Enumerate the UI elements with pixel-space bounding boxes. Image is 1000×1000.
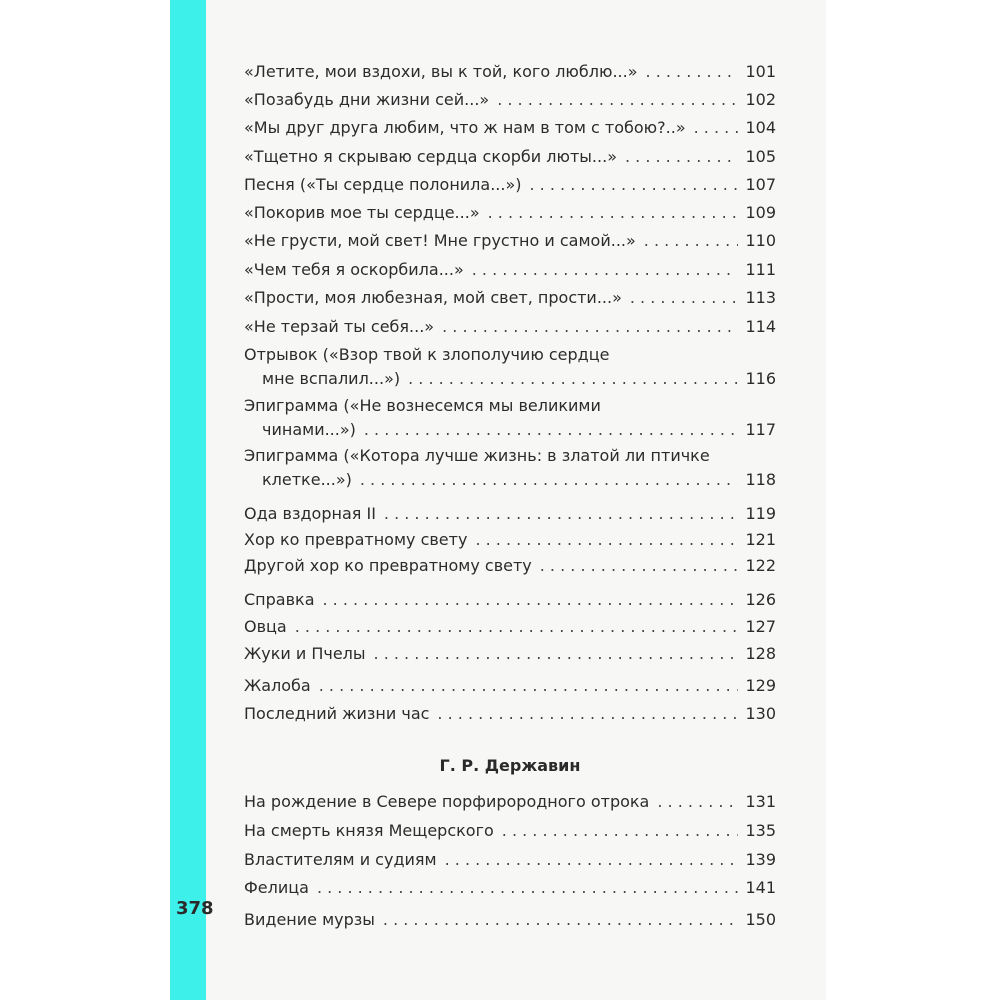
toc-leader-dots: [475, 528, 738, 552]
toc-entry: [244, 702, 776, 726]
toc-entry-title: Видение мурзы: [244, 910, 375, 929]
toc-entry-title: «Тщетно я скрываю сердца скорби люты...»: [244, 147, 617, 166]
toc-entry: [244, 588, 776, 612]
toc-leader-dots: [445, 848, 738, 872]
toc-entry-title: Последний жизни час: [244, 704, 430, 723]
toc-entry: [244, 116, 776, 140]
toc-entry-page: 107: [745, 175, 776, 194]
toc-leader-dots: [472, 258, 738, 282]
toc-entry-page: 110: [745, 231, 776, 250]
toc-entry: [244, 615, 776, 639]
toc-entry-title: «Мы друг друга любим, что ж нам в том с тобою?..»: [244, 118, 686, 137]
toc-entry: [244, 88, 776, 112]
toc-leader-dots: [383, 908, 738, 932]
toc-entry-title-line1: Эпиграмма («Котора лучше жизнь: в златой ли птичке: [244, 446, 710, 465]
toc-leader-dots: [319, 674, 738, 698]
toc-entry-title: «Чем тебя я оскорбила...»: [244, 260, 464, 279]
toc-leader-dots: [497, 88, 738, 112]
toc-entry-page: 114: [745, 317, 776, 336]
toc-leader-dots: [644, 229, 738, 253]
toc-entry-page: 113: [745, 288, 776, 307]
toc-entry-title-line2: мне вспалил...»): [262, 369, 401, 388]
toc-entry-page: 109: [745, 203, 776, 222]
toc-entry-page: 141: [745, 878, 776, 897]
toc-entry-page: 130: [745, 704, 776, 723]
toc-entry: [244, 60, 776, 84]
toc-leader-dots: [630, 286, 738, 310]
toc-entry-title: Властителям и судиям: [244, 850, 437, 869]
toc-entry-page: 150: [745, 910, 776, 929]
toc-entry: [244, 848, 776, 872]
toc-entry: [244, 528, 776, 552]
toc-entry-page: 105: [745, 147, 776, 166]
toc-entry-title: «Покорив мое ты сердце...»: [244, 203, 480, 222]
toc-entry-multiline: [244, 343, 776, 391]
toc-entry-page: 127: [745, 617, 776, 636]
toc-entry-title-line1: Отрывок («Взор твой к злополучию сердце: [244, 345, 610, 364]
toc-entry-page: 111: [745, 260, 776, 279]
toc-leader-dots: [540, 554, 738, 578]
toc-entry: [244, 145, 776, 169]
toc-entry-page: 119: [745, 504, 776, 523]
toc-entry: [244, 258, 776, 282]
toc-entry-title: «Не терзай ты себя...»: [244, 317, 435, 336]
toc-entry-title: «Летите, мои вздохи, вы к той, кого люблю...»: [244, 62, 638, 81]
toc-entry-title: Другой хор ко превратному свету: [244, 556, 532, 575]
toc-entry-page: 118: [745, 470, 776, 489]
toc-leader-dots: [374, 642, 738, 666]
toc-entry: [244, 502, 776, 526]
toc-entry-page: 126: [745, 590, 776, 609]
toc-leader-dots: [295, 615, 738, 639]
toc-entry-page: 104: [745, 118, 776, 137]
toc-entry-title: Жуки и Пчелы: [244, 644, 366, 663]
toc-entry: [244, 876, 776, 900]
toc-entry-title: Фелица: [244, 878, 309, 897]
toc-entry-title: «Не грусти, мой свет! Мне грустно и самой...»: [244, 231, 636, 250]
toc-leader-dots: [694, 116, 738, 140]
toc-entry-title: На рождение в Севере порфирородного отрока: [244, 792, 650, 811]
toc-entry-page: 122: [745, 556, 776, 575]
toc-entry: [244, 315, 776, 339]
toc-entry-title-line2: клетке...»): [262, 470, 352, 489]
toc-leader-dots: [317, 876, 738, 900]
toc-entry-title: «Прости, моя любезная, мой свет, прости...»: [244, 288, 622, 307]
toc-entry-multiline: [244, 394, 776, 442]
page-number: 378: [176, 898, 214, 919]
toc-leader-dots: [408, 367, 738, 391]
toc-entry: [244, 229, 776, 253]
toc-leader-dots: [360, 468, 738, 492]
toc-entry: [244, 201, 776, 225]
toc-leader-dots: [657, 790, 738, 814]
toc-entry-page: 102: [745, 90, 776, 109]
toc-entry-title: Ода вздорная II: [244, 504, 376, 523]
toc-entry-page: 139: [745, 850, 776, 869]
toc-entry-title-line1: Эпиграмма («Не вознесемся мы великими: [244, 396, 601, 415]
toc-entry-multiline: [244, 444, 776, 492]
toc-entry: [244, 674, 776, 698]
toc-leader-dots: [442, 315, 738, 339]
toc-entry-title-line2: чинами...»): [262, 420, 356, 439]
toc-leader-dots: [364, 418, 738, 442]
toc-entry-page: 129: [745, 676, 776, 695]
page-edge: [826, 0, 1000, 1000]
toc-entry-page: 121: [745, 530, 776, 549]
toc-leader-dots: [502, 819, 738, 843]
section-heading-author: Г. Р. Державин: [439, 756, 581, 775]
cyan-edge-strip: [170, 0, 206, 1000]
toc-entry-title: На смерть князя Мещерского: [244, 821, 494, 840]
toc-entry: [244, 790, 776, 814]
toc-entry-title: Справка: [244, 590, 315, 609]
toc-entry-title: Овца: [244, 617, 287, 636]
toc-entry-page: 116: [745, 369, 776, 388]
toc-entry: [244, 173, 776, 197]
toc-leader-dots: [530, 173, 739, 197]
toc-leader-dots: [384, 502, 738, 526]
toc-leader-dots: [323, 588, 739, 612]
toc-entry-page: 101: [745, 62, 776, 81]
toc-entry-title: Хор ко превратному свету: [244, 530, 468, 549]
toc-entry: [244, 642, 776, 666]
toc-entry: [244, 554, 776, 578]
toc-entry-title: «Позабудь дни жизни сей...»: [244, 90, 490, 109]
toc-leader-dots: [437, 702, 738, 726]
toc-entry-title: Песня («Ты сердце полонила...»): [244, 175, 522, 194]
toc-entry-page: 117: [745, 420, 776, 439]
toc-entry: [244, 908, 776, 932]
toc-entry: [244, 819, 776, 843]
toc-entry: [244, 286, 776, 310]
toc-entry-page: 128: [745, 644, 776, 663]
toc-leader-dots: [646, 60, 738, 84]
toc-entry-page: 135: [745, 821, 776, 840]
toc-leader-dots: [488, 201, 738, 225]
toc-leader-dots: [625, 145, 738, 169]
toc-entry-title: Жалоба: [244, 676, 311, 695]
toc-entry-page: 131: [745, 792, 776, 811]
